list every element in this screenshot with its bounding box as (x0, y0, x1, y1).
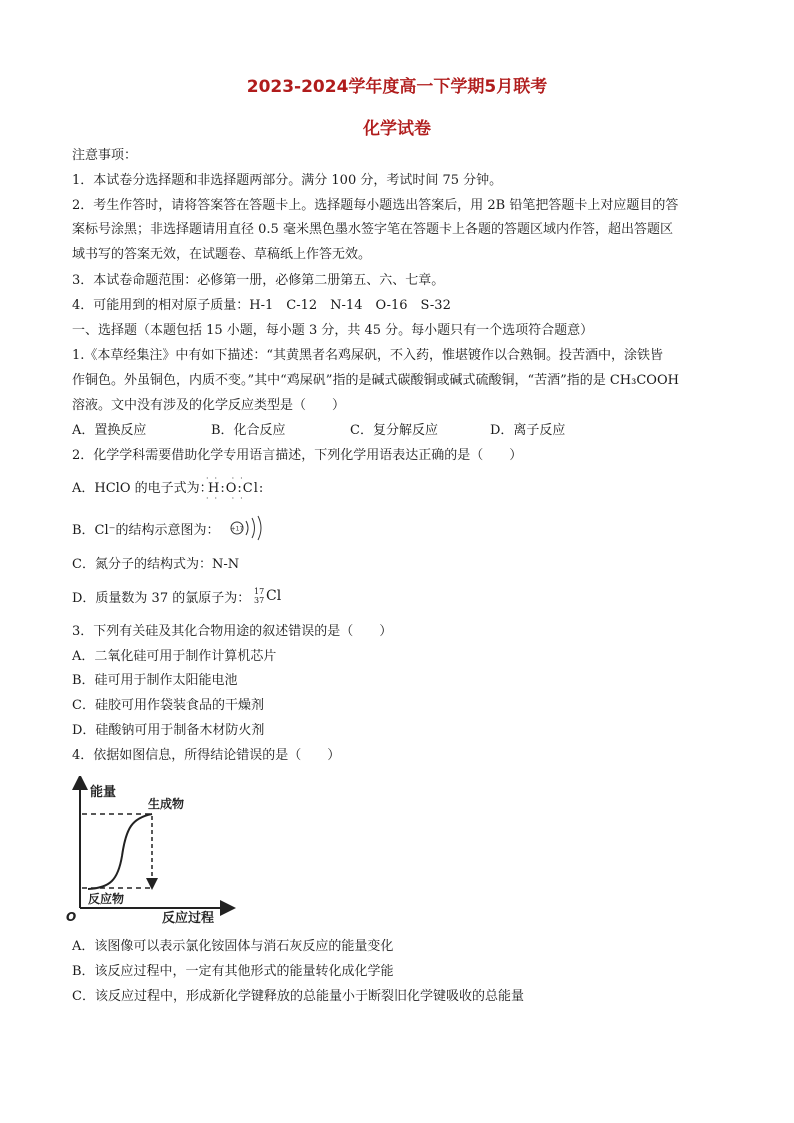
q3-option-b: B．硅可用于制作太阳能电池 (72, 673, 238, 688)
exam-subtitle: 化学试卷 (363, 119, 431, 139)
q4-option-c: C．该反应过程中，形成新化学键释放的总能量小于断裂旧化学键吸收的总能量 (72, 989, 524, 1004)
q4-option-a: A．该图像可以表示氯化铵固体与消石灰反应的能量变化 (72, 939, 394, 954)
q1-stem-line-3: 溶液。文中没有涉及的化学反应类型是（ ） (72, 398, 346, 413)
q1-stem-line-2: 作铜色。外虽铜色，内质不变。”其中“鸡屎矾”指的是碱式碳酸铜或碱式硫酸铜，“苦酒”指的是 CH₃COOH (72, 373, 679, 388)
shell-arc-1 (246, 521, 248, 535)
note-2-line-1: 2．考生作答时，请将答案答在答题卡上。选择题每小题选出答案后，用 2B 铅笔把答题卡上对应题目的答 (72, 198, 679, 213)
shell-arc-2 (252, 518, 255, 538)
q1-stem-line-1: 1.《本草经集注》中有如下描述：“其黄黑者名鸡屎矾，不入药，惟堪镀作以合熟铜。投苦酒中，涂铁皆 (72, 348, 664, 363)
q1-option-d: D．离子反应 (490, 423, 566, 438)
nucleus-charge: +17 (230, 525, 244, 533)
reactant-label: 反应物 (88, 892, 125, 906)
note-3: 3．本试卷命题范围：必修第一册，必修第二册第五、六、七章。 (72, 273, 445, 288)
nuclide-bottom-number: 37 (254, 596, 265, 605)
origin-label: O (66, 910, 77, 924)
notes-heading: 注意事项： (72, 148, 138, 163)
q2-option-d: D．质量数为 37 的氯原子为： (72, 591, 251, 606)
nuclide-symbol: Cl (266, 588, 282, 604)
q3-option-c: C．硅胶可用作袋装食品的干燥剂 (72, 698, 264, 713)
q2-stem: 2．化学学科需要借助化学专用语言描述，下列化学用语表达正确的是（ ） (72, 448, 523, 463)
q3-option-d: D．硅酸钠可用于制备木材防火剂 (72, 723, 265, 738)
shell-arc-3 (258, 516, 261, 540)
q2-option-c: C．氮分子的结构式为：N-N (72, 557, 240, 572)
nuclide-numbers (254, 587, 264, 605)
energy-diagram (66, 776, 236, 926)
y-axis-label: 能量 (90, 785, 117, 800)
hclo-electron-formula: H:O:Cl: (208, 481, 265, 496)
q1-option-c: C．复分解反应 (350, 423, 438, 438)
q1-option-a: A．置换反应 (72, 423, 147, 438)
note-4: 4．可能用到的相对原子质量：H-1 C-12 N-14 O-16 S-32 (72, 298, 451, 313)
cl-ion-structure-diagram (228, 513, 270, 543)
section-1-heading: 一、选择题（本题包括 15 小题，每小题 3 分，共 45 分。每小题只有一个选项符合题意） (72, 323, 594, 338)
q4-option-b: B．该反应过程中，一定有其他形式的能量转化成化学能 (72, 964, 394, 979)
nuclide-top-number: 17 (254, 587, 265, 596)
note-2-line-3: 域书写的答案无效，在试题卷、草稿纸上作答无效。 (72, 247, 372, 262)
note-2-line-2: 案标号涂黑；非选择题请用直径 0.5 毫米黑色墨水签字笔在答题卡上各题的答题区域内作答，超出答题区 (72, 222, 673, 237)
note-1: 1．本试卷分选择题和非选择题两部分。满分 100 分，考试时间 75 分钟。 (72, 173, 503, 188)
exam-title: 2023-2024学年度高一下学期5月联考 (246, 77, 548, 97)
q3-stem: 3．下列有关硅及其化合物用途的叙述错误的是（ ） (72, 624, 393, 639)
electron-dots-bottom: ·· ·· (206, 494, 249, 503)
q2-option-b: B．Cl⁻的结构示意图为： (72, 523, 220, 538)
q1-option-b: B．化合反应 (211, 423, 286, 438)
product-label: 生成物 (148, 797, 185, 811)
x-axis-label: 反应过程 (162, 911, 215, 926)
q4-stem: 4．依据如图信息，所得结论错误的是（ ） (72, 748, 341, 763)
q3-option-a: A．二氧化硅可用于制作计算机芯片 (72, 649, 277, 664)
q2-option-a: A．HClO 的电子式为： (72, 481, 213, 496)
reaction-energy-curve (88, 814, 152, 889)
electron-dots-top: ·· ·· (206, 474, 249, 483)
